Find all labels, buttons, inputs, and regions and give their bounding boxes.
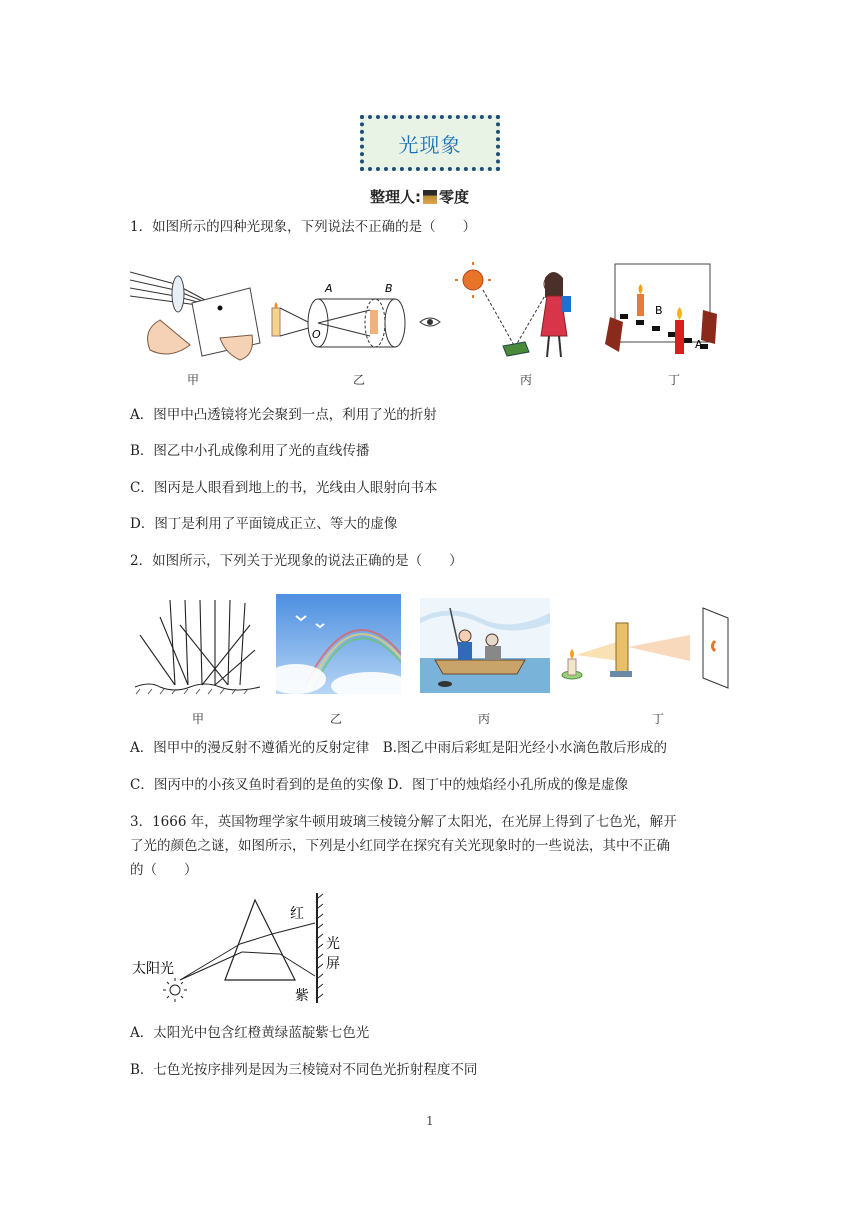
q2-stem: 2．如图所示，下列关于光现象的说法正确的是（ ）: [130, 553, 463, 569]
q1-figure-jia: [130, 258, 270, 368]
page-number: 1: [426, 1114, 434, 1128]
author-avatar-icon: [423, 190, 437, 204]
q3-figure-prism: [130, 888, 350, 1008]
q1-option-a: A．图甲中凸透镜将光会聚到一点，利用了光的折射: [130, 407, 437, 423]
q2-figure-bing: [420, 598, 550, 693]
q2-options-cd: C．图丙中的小孩叉鱼时看到的是鱼的实像 D．图丁中的烛焰经小孔所成的像是虚像: [130, 777, 628, 793]
q1-stem: 1．如图所示的四种光现象，下列说法不正确的是（ ）: [130, 219, 477, 235]
q1-fig-label-a: A: [325, 282, 333, 295]
q3-fig-red-label: 红: [290, 906, 304, 922]
q3-fig-violet-label: 紫: [295, 988, 309, 1004]
q3-fig-sun-label: 太阳光: [132, 961, 174, 977]
q1-fig4-label-b: B: [655, 304, 663, 317]
q1-option-b: B．图乙中小孔成像利用了光的直线传播: [130, 443, 370, 459]
q2-figure-yi: [276, 594, 401, 694]
q1-figure-bing: [455, 262, 595, 367]
q3-stem-line2: 了光的颜色之谜，如图所示，下列是小红同学在探究有关光现象时的一些说法，其中不正确: [130, 838, 670, 854]
q1-option-c: C．图丙是人眼看到地上的书，光线由人眼射向书本: [130, 480, 438, 496]
q1-option-d: D．图丁是利用了平面镜成正立、等大的虚像: [130, 516, 398, 532]
q2-caption-yi: 乙: [330, 712, 343, 726]
author-line: [370, 186, 469, 207]
q2-caption-bing: 丙: [478, 712, 491, 726]
q3-option-a: A．太阳光中包含红橙黄绿蓝靛紫七色光: [130, 1025, 370, 1041]
q3-stem-line3: 的（ ）: [130, 862, 198, 878]
q1-caption-ding: 丁: [668, 373, 681, 387]
q2-figure-jia: [130, 595, 265, 695]
author-label: 整理人:: [370, 188, 421, 206]
q1-figure-ding: [605, 262, 730, 370]
q1-fig-label-o: O: [312, 328, 321, 341]
author-name: 零度: [439, 188, 470, 206]
q2-figure-ding: [560, 603, 735, 698]
q2-caption-jia: 甲: [192, 712, 205, 726]
q2-caption-ding: 丁: [652, 712, 665, 726]
q3-option-b: B．七色光按序排列是因为三棱镜对不同色光折射程度不同: [130, 1062, 478, 1078]
title-box: [360, 115, 500, 171]
q1-fig-label-b: B: [385, 282, 393, 295]
q3-fig-screen-label-1: 光: [326, 936, 340, 952]
q1-caption-yi: 乙: [353, 373, 366, 387]
q1-fig4-label-a: A: [695, 338, 703, 351]
q1-caption-bing: 丙: [520, 373, 533, 387]
q1-caption-jia: 甲: [187, 373, 200, 387]
q1-figure-yi: [270, 278, 455, 368]
q2-options-ab: A．图甲中的漫反射不遵循光的反射定律 B.图乙中雨后彩虹是阳光经小水滴色散后形成的: [130, 740, 667, 756]
page-title: 光现象: [398, 132, 462, 157]
q3-fig-screen-label-2: 屏: [326, 956, 340, 972]
q3-stem-line1: 3．1666 年，英国物理学家牛顿用玻璃三棱镜分解了太阳光，在光屏上得到了七色光，解开: [130, 814, 677, 830]
